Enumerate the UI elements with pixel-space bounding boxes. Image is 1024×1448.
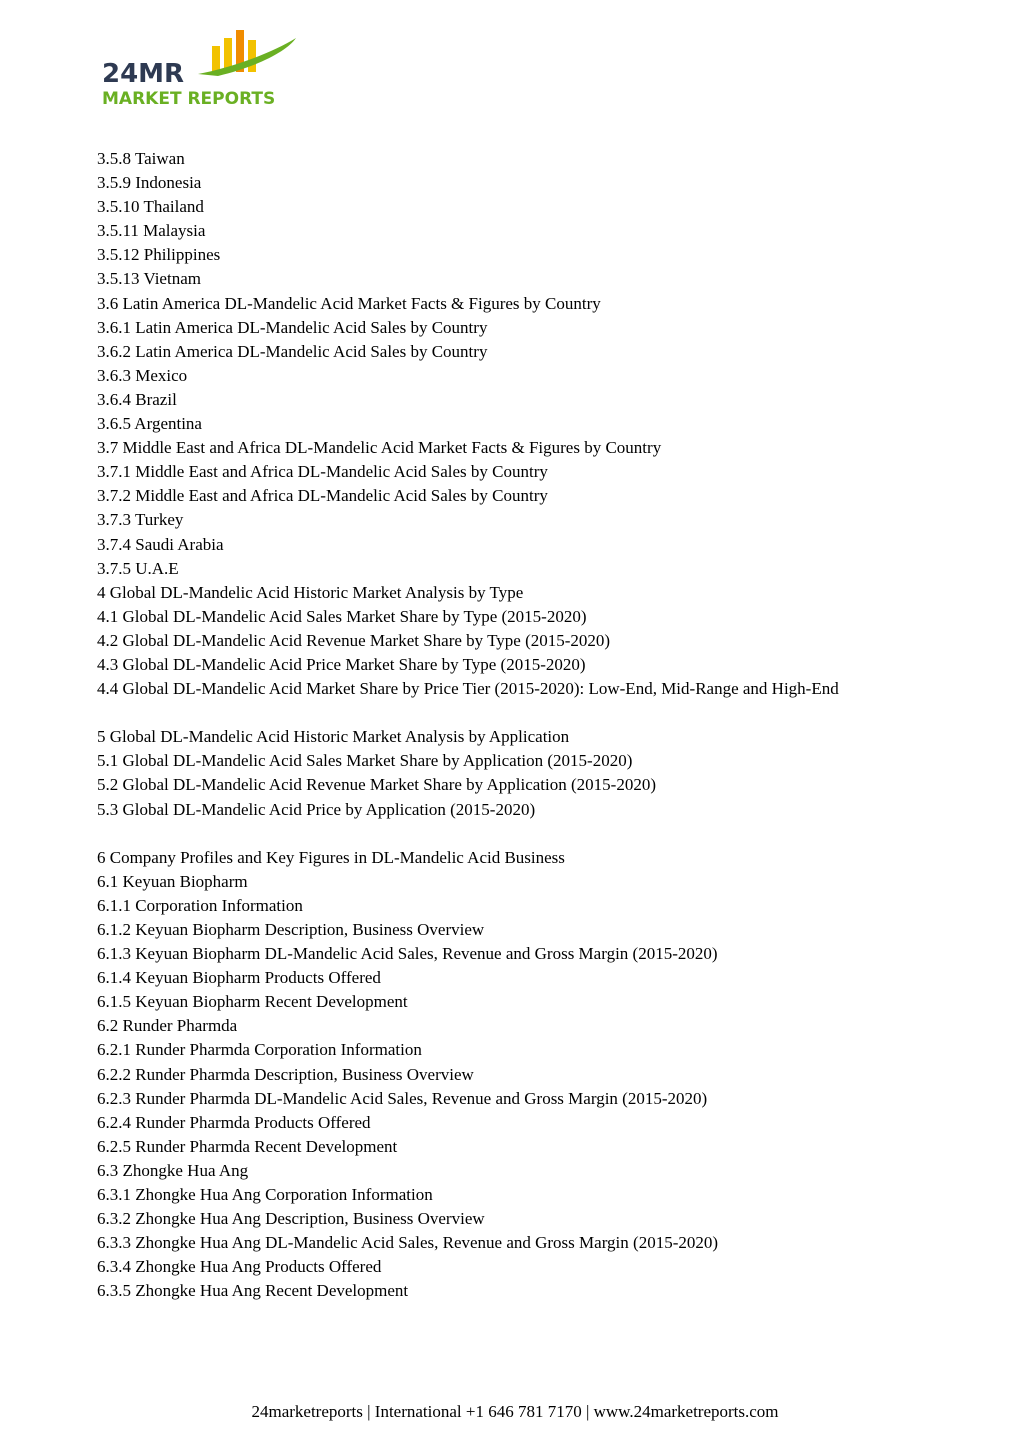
toc-entry: 3.6.5 Argentina (97, 414, 202, 434)
toc-entry: 5.3 Global DL-Mandelic Acid Price by Application (2015-2020) (97, 799, 536, 819)
toc-entry: 3.7.1 Middle East and Africa DL-Mandelic Acid Sales by Country (97, 462, 548, 482)
toc-entry: 6.1.4 Keyuan Biopharm Products Offered (97, 968, 381, 988)
page-footer: 24marketreports | International +1 646 781 7170 | www.24marketreports.com (251, 1402, 779, 1421)
toc-block-2 (97, 725, 977, 821)
toc-spacer (97, 701, 977, 725)
toc-entry: 6.1 Keyuan Biopharm (97, 871, 248, 891)
toc-entry: 3.6.4 Brazil (97, 389, 177, 409)
toc-entry: 6.2.5 Runder Pharmda Recent Development (97, 1136, 398, 1156)
toc-entry: 6.3.2 Zhongke Hua Ang Description, Business Overview (97, 1209, 485, 1229)
toc-entry: 6.3.1 Zhongke Hua Ang Corporation Information (97, 1185, 433, 1205)
toc-entry: 3.7.5 U.A.E (97, 558, 179, 578)
toc-entry: 3.7 Middle East and Africa DL-Mandelic Acid Market Facts & Figures by Country (97, 438, 662, 458)
logo-bar-4 (248, 40, 256, 72)
logo-bar-1 (212, 46, 220, 72)
toc-entry: 6.2.4 Runder Pharmda Products Offered (97, 1112, 371, 1132)
toc-entry: 6.2 Runder Pharmda (97, 1016, 238, 1036)
toc-entry: 3.6 Latin America DL-Mandelic Acid Market Facts & Figures by Country (97, 293, 601, 313)
logo-line1: 24MR (102, 59, 185, 89)
toc-entry: 3.7.3 Turkey (97, 510, 184, 530)
toc-entry: 3.7.4 Saudi Arabia (97, 534, 224, 554)
toc-entry: 6.3.5 Zhongke Hua Ang Recent Development (97, 1281, 409, 1301)
toc-entry: 4.4 Global DL-Mandelic Acid Market Share by Price Tier (2015-2020): Low-End, Mid-Range and High-End (97, 679, 839, 699)
toc-entry: 5.2 Global DL-Mandelic Acid Revenue Market Share by Application (2015-2020) (97, 775, 656, 795)
toc-entry: 6.1.2 Keyuan Biopharm Description, Business Overview (97, 920, 485, 939)
toc-entry: 6.2.2 Runder Pharmda Description, Business Overview (97, 1064, 474, 1084)
toc-entry: 3.5.10 Thailand (97, 197, 204, 217)
toc-entry: 3.6.1 Latin America DL-Mandelic Acid Sales by Country (97, 317, 488, 337)
toc-entry: 3.5.13 Vietnam (97, 269, 201, 289)
toc-entry: 3.6.3 Mexico (97, 365, 188, 385)
toc-entry: 5 Global DL-Mandelic Acid Historic Market Analysis by Application (97, 727, 570, 747)
company-logo (100, 28, 310, 108)
toc-entry: 6.1.5 Keyuan Biopharm Recent Development (97, 992, 408, 1012)
toc-entry: 4 Global DL-Mandelic Acid Historic Market Analysis by Type (97, 582, 524, 602)
logo-graphic (100, 28, 310, 108)
toc-entry: 4.1 Global DL-Mandelic Acid Sales Market Share by Type (2015-2020) (97, 606, 587, 626)
toc-entry: 3.7.2 Middle East and Africa DL-Mandelic Acid Sales by Country (97, 486, 548, 506)
logo-line2: MARKET REPORTS (102, 89, 276, 108)
toc-entry: 6.3 Zhongke Hua Ang (97, 1160, 249, 1180)
toc-entry: 3.5.11 Malaysia (97, 221, 206, 241)
toc-entry: 3.6.2 Latin America DL-Mandelic Acid Sales by Country (97, 341, 488, 361)
toc-block-1 (97, 147, 977, 701)
toc-entry: 4.3 Global DL-Mandelic Acid Price Market Share by Type (2015-2020) (97, 654, 586, 674)
toc-entry: 5.1 Global DL-Mandelic Acid Sales Market Share by Application (2015-2020) (97, 751, 633, 771)
toc-entry: 3.5.12 Philippines (97, 245, 221, 265)
toc-entry: 4.2 Global DL-Mandelic Acid Revenue Market Share by Type (2015-2020) (97, 630, 611, 650)
toc-entry: 6.2.3 Runder Pharmda DL-Mandelic Acid Sales, Revenue and Gross Margin (2015-2020) (97, 1088, 708, 1108)
toc-entry: 6.3.3 Zhongke Hua Ang DL-Mandelic Acid Sales, Revenue and Gross Margin (2015-2020) (97, 1233, 719, 1253)
toc-spacer (97, 822, 977, 846)
toc-entry: 6 Company Profiles and Key Figures in DL-Mandelic Acid Business (97, 847, 565, 867)
table-of-contents (97, 147, 977, 1304)
toc-entry: 3.5.9 Indonesia (97, 173, 202, 193)
toc-block-3 (97, 846, 977, 1304)
toc-entry: 6.1.1 Corporation Information (97, 895, 303, 915)
toc-entry: 6.1.3 Keyuan Biopharm DL-Mandelic Acid Sales, Revenue and Gross Margin (2015-2020) (97, 944, 718, 964)
toc-entry: 3.5.8 Taiwan (97, 149, 185, 168)
toc-entry: 6.2.1 Runder Pharmda Corporation Information (97, 1040, 422, 1060)
toc-entry: 6.3.4 Zhongke Hua Ang Products Offered (97, 1257, 382, 1277)
